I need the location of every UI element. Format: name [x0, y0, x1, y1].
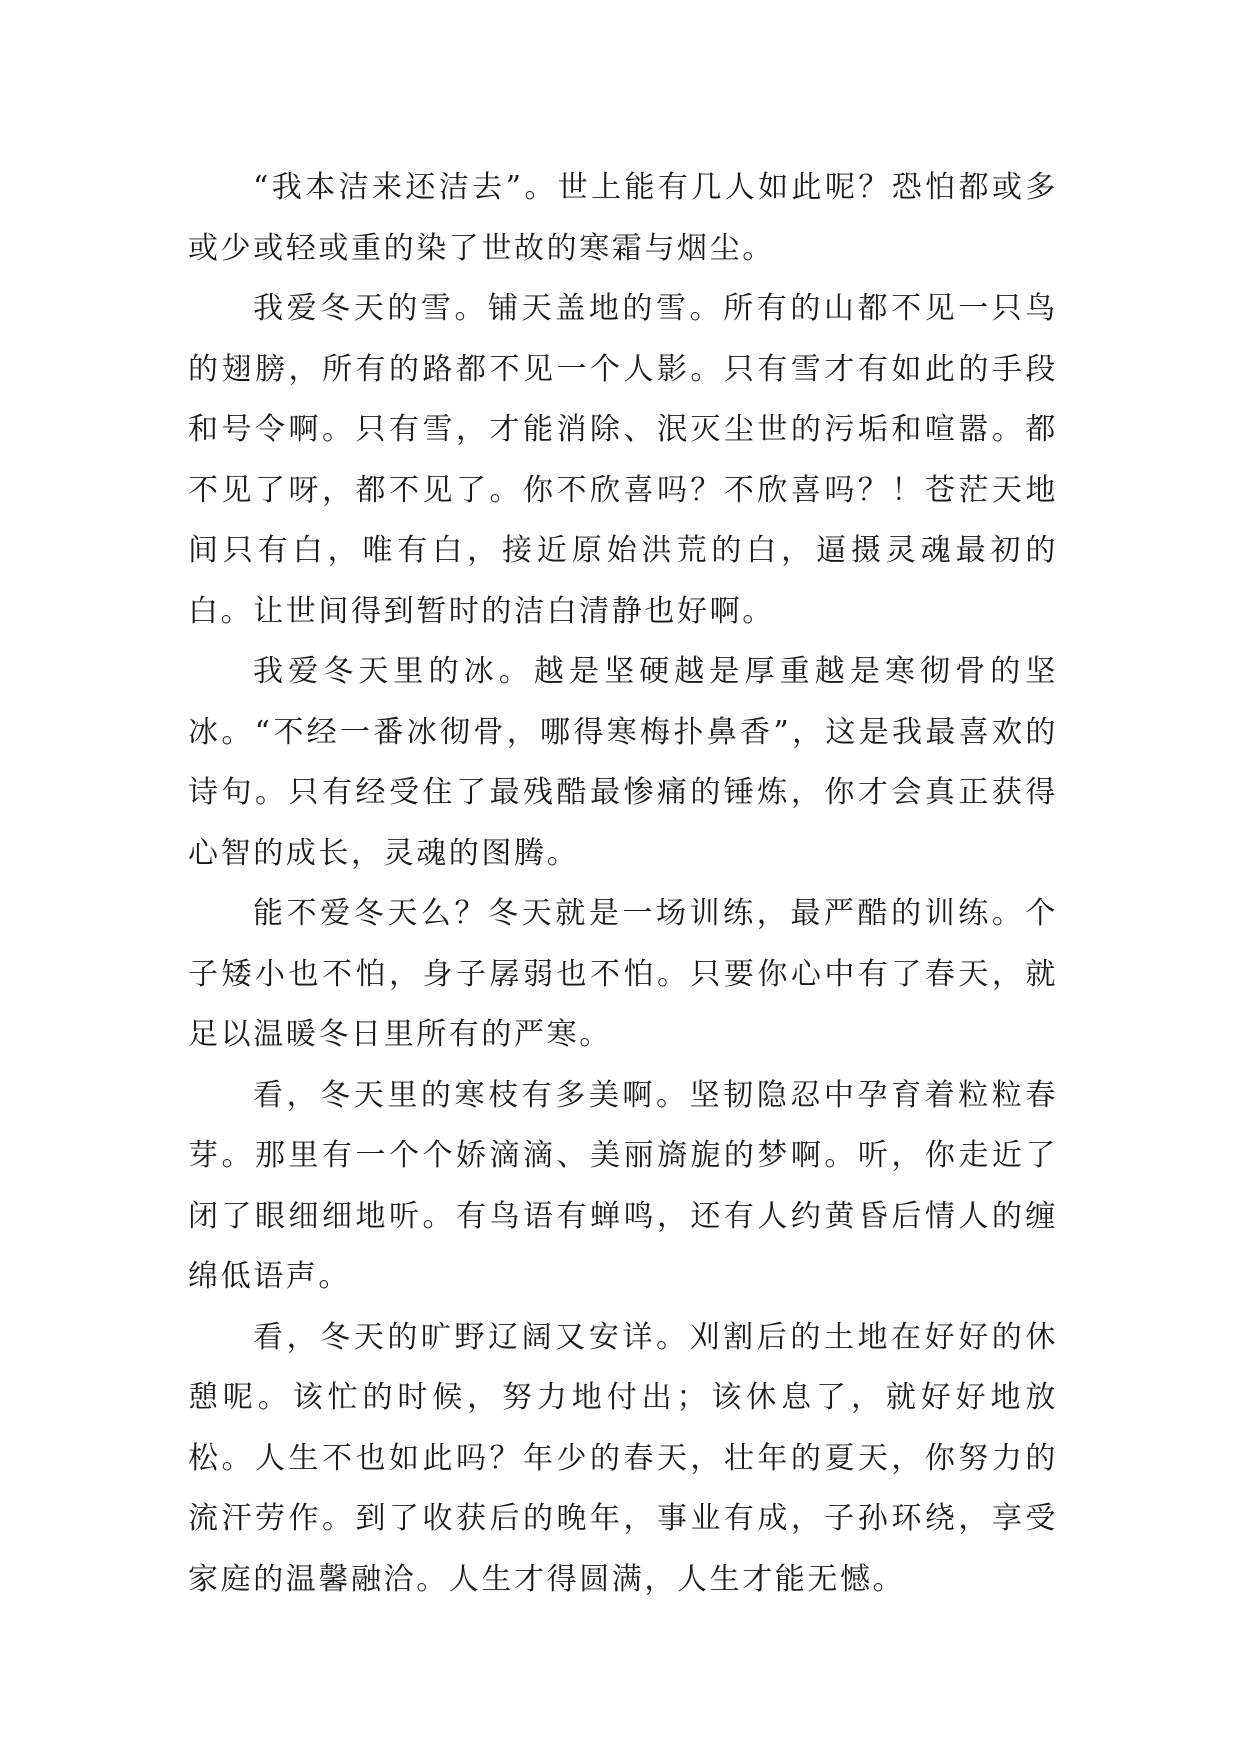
paragraph: 我爱冬天里的冰。越是坚硬越是厚重越是寒彻骨的坚冰。“不经一番冰彻骨，哪得寒梅扑鼻香”，这是我最喜欢的诗句。只有经受住了最残酷最惨痛的锤炼，你才会真正获得心智的成长，灵魂的图腾。	[188, 654, 1058, 871]
paragraph: 看，冬天里的寒枝有多美啊。坚韧隐忍中孕育着粒粒春芽。那里有一个个娇滴滴、美丽旖旎的梦啊。听，你走近了闭了眼细细地听。有鸟语有蝉鸣，还有人约黄昏后情人的缠绵低语声。	[188, 1077, 1058, 1294]
essay-body	[188, 158, 1058, 1610]
paragraph: 能不爱冬天么？冬天就是一场训练，最严酷的训练。个子矮小也不怕，身子孱弱也不怕。只要你心中有了春天，就足以温暖冬日里所有的严寒。	[188, 896, 1058, 1052]
paragraph: 看，冬天的旷野辽阔又安详。刈割后的土地在好好的休憩呢。该忙的时候，努力地付出；该休息了，就好好地放松。人生不也如此吗？年少的春天，壮年的夏天，你努力的流汗劳作。到了收获后的晚年，事业有成，子孙环绕，享受家庭的温馨融洽。人生才得圆满，人生才能无憾。	[188, 1319, 1058, 1597]
paragraph: 我爱冬天的雪。铺天盖地的雪。所有的山都不见一只鸟的翅膀，所有的路都不见一个人影。只有雪才有如此的手段和号令啊。只有雪，才能消除、泯灭尘世的污垢和喧嚣。都不见了呀，都不见了。你不欣喜吗？不欣喜吗？！苍茫天地间只有白，唯有白，接近原始洪荒的白，逼摄灵魂最初的白。让世间得到暂时的洁白清静也好啊。	[188, 291, 1058, 629]
paragraph: “我本洁来还洁去”。世上能有几人如此呢？恐怕都或多或少或轻或重的染了世故的寒霜与烟尘。	[188, 170, 1058, 266]
